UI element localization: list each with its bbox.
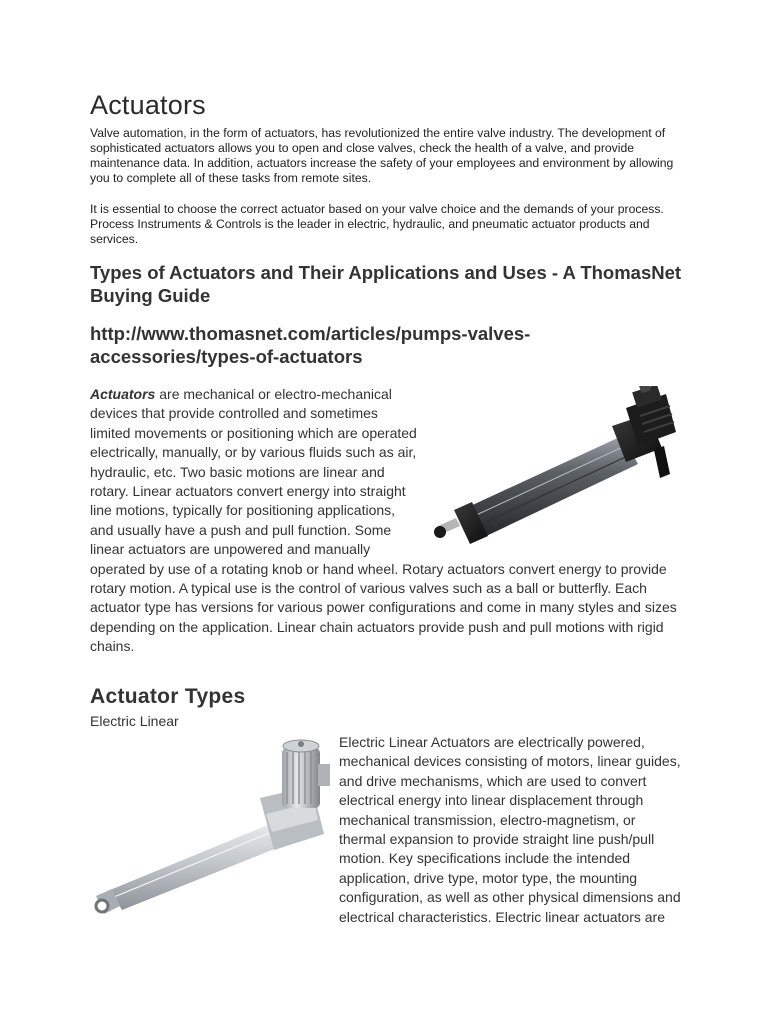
electric-linear-actuator-image	[92, 734, 332, 924]
guide-heading: Types of Actuators and Their Applications and Uses - A ThomasNet Buying Guide	[90, 262, 682, 306]
electric-linear-description: Electric Linear Actuators are electrically powered, mechanical devices consisting of motors, linear guides, and drive mechanisms, which are used to convert electrical energy into linear displacement through mechanical transmission, electro-magnetism, or thermal expansion to provide straight line push/pull motion. Key specifications include the intended application, drive type, motor type, the mounting configuration, as well as other physical dimensions and electrical characteristics. Electric linear actuators are	[339, 734, 681, 925]
intro-paragraph-2: It is essential to choose the correct actuator based on your valve choice and the demands of your process. Process Instruments & Controls is the leader in electric, hydraulic, and pneumatic actuator products and services.	[90, 202, 664, 246]
actuator-types-heading: Actuator Types	[90, 685, 246, 708]
url-heading: http://www.thomasnet.com/articles/pumps-valves-accessories/types-of-actuators	[90, 323, 531, 367]
definition-paragraph	[90, 385, 680, 657]
linear-actuator-image	[426, 386, 688, 556]
electric-linear-label: Electric Linear	[90, 713, 179, 729]
page-title: Actuators	[90, 90, 206, 120]
definition-text: are mechanical or electro-mechanical devices that provide controlled and sometimes limited movements or positioning which are operated electrically, manually, or by various fluids such as air, hydraulic, etc. Two basic motions are linear and rotary. Linear actuators convert energy into straight line motions, typically for positioning applications, and usually have a push and pull function. Some linear actuators are unpowered and manually operated by use of a rotating knob or hand wheel. Rotary actuators convert energy to provide rotary motion. A typical use is the control of various valves such as a ball or butterfly. Each actuator type has versions for various power configurations and come in many styles and sizes depending on the application. Linear chain actuators provide push and pull motions with rigid chains.	[90, 386, 677, 655]
definition-lead-term: Actuators	[90, 386, 156, 402]
intro-paragraph-1: Valve automation, in the form of actuators, has revolutionized the entire valve industry. The development of sophisticated actuators allows you to open and close valves, check the health of a valve, and provide maintenance data. In addition, actuators increase the safety of your employees and environment by allowing you to complete all of these tasks from remote sites.	[90, 126, 674, 185]
